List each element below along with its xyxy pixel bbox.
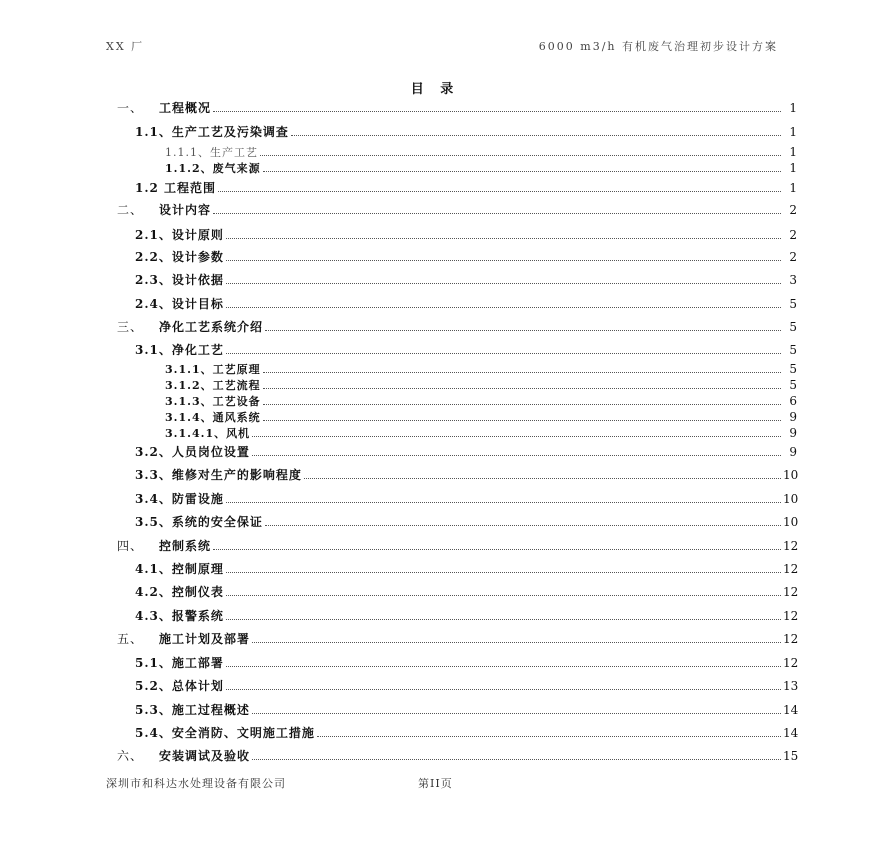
toc-leader-dots [226, 608, 781, 620]
toc-leader-dots [263, 361, 781, 373]
toc-entry-label [117, 631, 250, 647]
toc-entry[interactable] [117, 491, 797, 507]
toc-leader-dots [291, 124, 781, 136]
toc-entry-label: 3.1、净化工艺 [135, 343, 224, 357]
toc-entry-label: 2.3、设计依据 [135, 273, 224, 287]
toc-leader-dots [265, 514, 781, 526]
toc-entry-number: 六、 [117, 749, 144, 763]
toc-entry[interactable] [117, 702, 797, 718]
toc-entry-page: 5 [789, 320, 797, 334]
toc-entry-label: 2.4、设计目标 [135, 297, 224, 311]
toc-entry-text: 控制系统 [159, 539, 212, 553]
toc-leader-dots [226, 272, 781, 284]
footer-page-number: 第II页 [418, 777, 453, 790]
toc-entry[interactable] [117, 748, 797, 764]
toc-entry[interactable] [117, 444, 797, 460]
toc-leader-dots [252, 748, 781, 760]
toc-leader-dots [260, 144, 781, 156]
toc-entry-label: 3.1.4、通风系统 [165, 411, 261, 424]
toc-entry[interactable] [117, 342, 797, 358]
toc-entry-page: 10 [783, 515, 799, 529]
toc-entry-label [117, 202, 211, 218]
toc-entry-page: 14 [783, 703, 799, 717]
toc-leader-dots [213, 100, 781, 112]
toc-entry[interactable] [117, 124, 797, 140]
toc-entry-page: 9 [789, 426, 797, 440]
toc-leader-dots [263, 393, 781, 405]
toc-entry-label: 5.1、施工部署 [135, 656, 224, 670]
toc-leader-dots [263, 377, 781, 389]
toc-entry-page: 5 [789, 343, 797, 357]
footer-company: 深圳市和科达水处理设备有限公司 [106, 777, 286, 790]
toc-entry-label: 3.1.1、工艺原理 [165, 363, 261, 376]
toc-entry-label: 1.1.2、废气来源 [165, 162, 261, 175]
toc-entry-page: 10 [783, 492, 799, 506]
toc-entry-text: 设计内容 [159, 203, 212, 217]
toc-entry[interactable] [117, 100, 797, 116]
toc-entry-page: 2 [789, 203, 797, 217]
toc-entry-label: 3.5、系统的安全保证 [135, 515, 263, 529]
toc-entry-label: 1.1、生产工艺及污染调查 [135, 125, 289, 139]
toc-entry-label [117, 748, 250, 764]
toc-leader-dots [265, 319, 781, 331]
toc-entry[interactable] [117, 377, 797, 393]
toc-entry-label: 2.1、设计原则 [135, 228, 224, 242]
toc-entry[interactable] [117, 631, 797, 647]
toc-entry-label: 4.1、控制原理 [135, 562, 224, 576]
toc-entry-label: 3.3、维修对生产的影响程度 [135, 468, 302, 482]
toc-entry[interactable] [117, 425, 797, 441]
toc-entry[interactable] [117, 319, 797, 335]
toc-entry[interactable] [117, 393, 797, 409]
toc-entry-label: 3.1.4.1、风机 [165, 427, 251, 440]
toc-entry-page: 13 [783, 679, 799, 693]
toc-leader-dots [218, 180, 781, 192]
toc-leader-dots [226, 249, 781, 261]
toc-entry-page: 1 [789, 181, 797, 195]
toc-leader-dots [252, 425, 781, 437]
toc-entry-label: 4.2、控制仪表 [135, 585, 224, 599]
toc-entry-page: 1 [789, 101, 797, 115]
toc-entry-label: 3.2、人员岗位设置 [135, 445, 250, 459]
toc-leader-dots [226, 584, 781, 596]
toc-entry-page: 15 [783, 749, 799, 763]
toc-entry[interactable] [117, 296, 797, 312]
toc-entry-number: 四、 [117, 539, 144, 553]
toc-entry-label: 5.3、施工过程概述 [135, 703, 250, 717]
toc-leader-dots [226, 227, 781, 239]
toc-entry-page: 9 [789, 410, 797, 424]
toc-entry-page: 10 [783, 468, 799, 482]
toc-entry[interactable] [117, 538, 797, 554]
toc-entry[interactable] [117, 584, 797, 600]
toc-entry-number: 五、 [117, 632, 144, 646]
toc-entry[interactable] [117, 467, 797, 483]
toc-entry-label: 2.2、设计参数 [135, 250, 224, 264]
toc-entry[interactable] [117, 202, 797, 218]
toc-entry[interactable] [117, 144, 797, 160]
toc-entry[interactable] [117, 409, 797, 425]
toc-entry-page: 14 [783, 726, 799, 740]
toc-entry-page: 1 [789, 145, 797, 159]
toc-entry-text: 净化工艺系统介绍 [159, 320, 264, 334]
toc-leader-dots [226, 342, 781, 354]
toc-entry-label: 3.1.2、工艺流程 [165, 379, 261, 392]
toc-entry-label [117, 100, 211, 116]
toc-entry[interactable] [117, 160, 797, 176]
toc-entry-page: 9 [789, 445, 797, 459]
toc-entry[interactable] [117, 227, 797, 243]
toc-entry-text: 施工计划及部署 [159, 632, 251, 646]
toc-entry-label: 5.2、总体计划 [135, 679, 224, 693]
toc-entry-page: 1 [789, 161, 797, 175]
toc-entry[interactable] [117, 361, 797, 377]
toc-entry-text: 工程概况 [159, 101, 212, 115]
toc-entry-page: 3 [789, 273, 797, 287]
toc-leader-dots [317, 725, 781, 737]
toc-leader-dots [263, 160, 781, 172]
toc-entry[interactable] [117, 678, 797, 694]
toc-entry[interactable] [117, 180, 797, 196]
toc-entry-label: 3.1.3、工艺设备 [165, 395, 261, 408]
toc-entry-label: 4.3、报警系统 [135, 609, 224, 623]
toc-entry-page: 6 [789, 394, 797, 408]
toc-entry[interactable] [117, 514, 797, 530]
toc-entry-page: 1 [789, 125, 797, 139]
toc-entry-page: 2 [789, 250, 797, 264]
toc-entry[interactable] [117, 249, 797, 265]
toc-entry-number: 一、 [117, 101, 144, 115]
toc-leader-dots [213, 538, 781, 550]
toc-entry-page: 5 [789, 297, 797, 311]
toc-entry-number: 二、 [117, 203, 144, 217]
toc-leader-dots [226, 561, 781, 573]
header-left: XX 厂 [106, 40, 145, 53]
toc-entry-page: 12 [783, 539, 799, 553]
toc-leader-dots [226, 655, 781, 667]
toc-leader-dots [252, 702, 781, 714]
toc-leader-dots [304, 467, 781, 479]
header-right: 6000 m3/h 有机废气治理初步设计方案 [538, 40, 778, 53]
toc-entry-label: 3.4、防雷设施 [135, 492, 224, 506]
toc-entry-page: 2 [789, 228, 797, 242]
toc-leader-dots [252, 631, 781, 643]
toc-entry[interactable] [117, 655, 797, 671]
toc-entry-text: 安装调试及验收 [159, 749, 251, 763]
toc-leader-dots [263, 409, 781, 421]
page-title: 目 录 [410, 82, 460, 97]
toc-entry-page: 12 [783, 632, 799, 646]
toc-entry-label [117, 319, 263, 335]
toc-leader-dots [252, 444, 781, 456]
toc-entry-label [117, 538, 211, 554]
toc-leader-dots [226, 491, 781, 503]
toc-entry-page: 12 [783, 609, 799, 623]
toc-leader-dots [226, 296, 781, 308]
toc-entry-page: 12 [783, 585, 799, 599]
toc-entry-number: 三、 [117, 320, 144, 334]
toc-leader-dots [226, 678, 781, 690]
toc-entry[interactable] [117, 561, 797, 577]
toc-entry-label: 1.2 工程范围 [135, 181, 217, 195]
toc-entry[interactable] [117, 608, 797, 624]
toc-entry-label: 1.1.1、生产工艺 [165, 146, 258, 159]
toc-entry-label: 5.4、安全消防、文明施工措施 [135, 726, 315, 740]
toc-entry-page: 5 [789, 362, 797, 376]
toc-entry-page: 12 [783, 562, 799, 576]
toc-entry-page: 5 [789, 378, 797, 392]
toc-entry-page: 12 [783, 656, 799, 670]
toc-entry[interactable] [117, 725, 797, 741]
toc-leader-dots [213, 202, 781, 214]
toc-entry[interactable] [117, 272, 797, 288]
